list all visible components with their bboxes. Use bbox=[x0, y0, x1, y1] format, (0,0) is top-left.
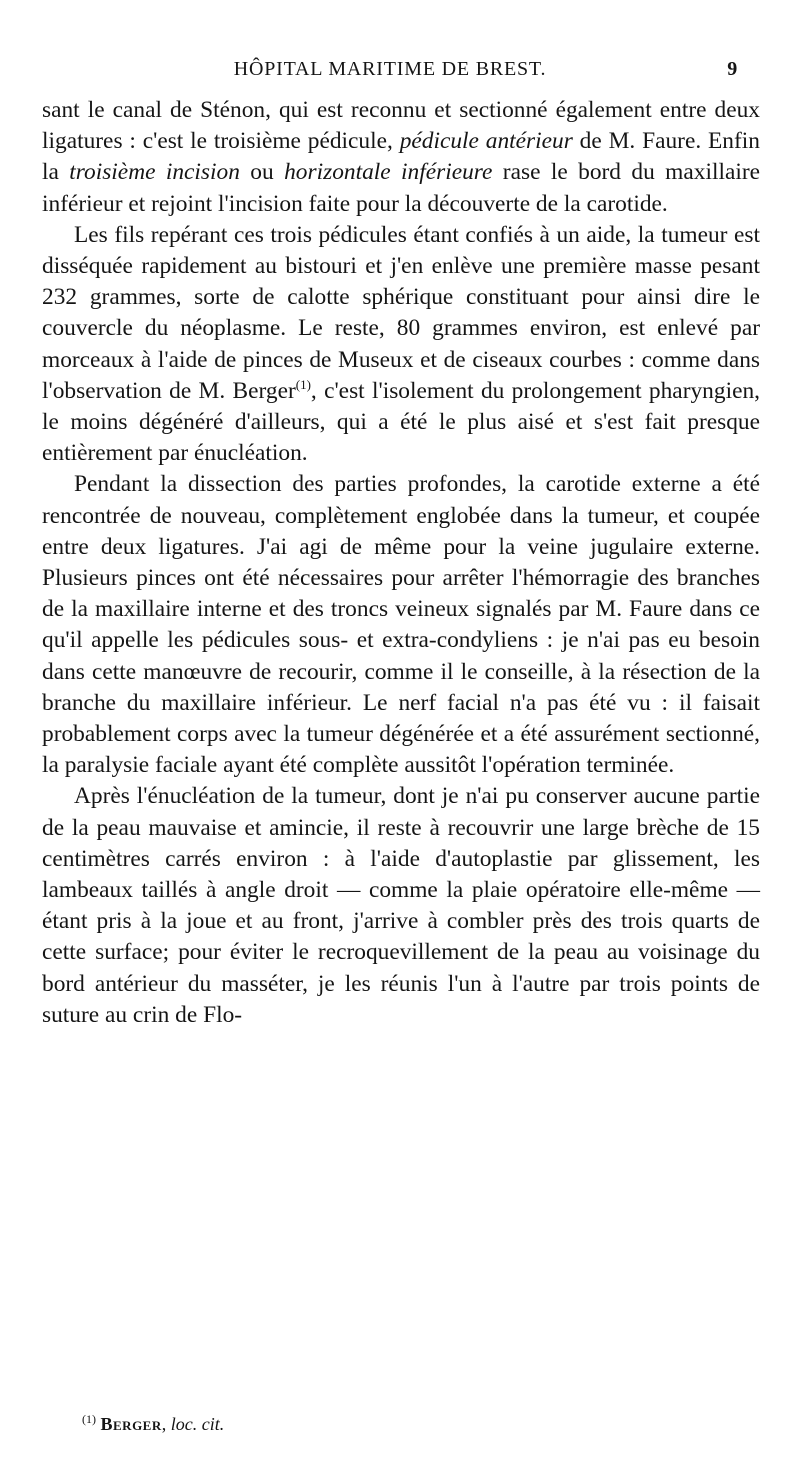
paragraph-1-text-b: de M. Faure. Enfin la bbox=[42, 128, 760, 186]
paragraph-1-text-a: sant le canal de Sténon, qui est reconnu et sectionné également entre deux ligatures : c'est le troisième pédicule, bbox=[42, 97, 760, 155]
footnote-reference-text: loc. cit. bbox=[170, 1414, 225, 1434]
page-number: 9 bbox=[727, 58, 738, 80]
paragraph-1 bbox=[42, 95, 760, 220]
paragraph-1-text-c: ou bbox=[239, 159, 285, 186]
running-head bbox=[42, 58, 738, 88]
paragraph-4: Après l'énucléation de la tumeur, dont je n'ai pu conserver aucune partie de la peau mauvaise et amincie, il reste à recouvrir une large brèche de 15 centimètres carrés environ : à l'aide d'autoplastie par glissement, les lambeaux taillés à angle droit — comme la plaie opératoire elle-même — étant pris à la joue et au front, j'arrive à combler près des trois quarts de cette surface; pour éviter le recroquevillement de la peau au voisinage du bord antérieur du masséter, je les réunis l'un à l'autre par trois points de suture au crin de Flo- bbox=[42, 783, 760, 1028]
paragraph-3: Pendant la dissection des parties profondes, la carotide externe a été rencontrée de nouveau, complètement englobée dans la tumeur, et coupée entre deux ligatures. J'ai agi de même pour la veine jugulaire externe. Plusieurs pinces ont été nécessaires pour arrêter l'hémorragie des branches de la maxillaire interne et des troncs veineux signalés par M. Faure dans ce qu'il appelle les pédicules sous- et extra-condyliens : je n'ai pas eu besoin dans cette manœuvre de recourir, comme il le conseille, à la résection de la branche du maxillaire inférieur. Le nerf facial n'a pas été vu : il faisait probablement corps avec la tumeur dégénérée et a été assurément sectionné, la paralysie faciale ayant été complète aussitôt l'opération terminée. bbox=[42, 471, 760, 779]
footnote-separator: , bbox=[161, 1414, 171, 1434]
footnote-author: Berger bbox=[100, 1414, 162, 1434]
running-title: HÔPITAL MARITIME DE BREST. bbox=[233, 58, 547, 80]
paragraph-2 bbox=[42, 220, 760, 470]
paragraph-1-text-d: rase le bord du maxillaire inférieur et rejoint l'incision faite pour la découverte de la carotide. bbox=[42, 159, 760, 217]
paragraph-1-italic-c: horizontale inférieure bbox=[284, 159, 493, 186]
paragraph-1-italic-b: troisième incision bbox=[69, 159, 240, 186]
footnote-marker: (1) bbox=[82, 1412, 96, 1426]
paragraph-2-text-b: , c'est l'isolement du prolongement pharyngien, le moins dégénéré d'ailleurs, qui a été le plus aisé et s'est fait presque entièrement par énucléation. bbox=[42, 377, 760, 467]
paragraph-2-text-a: Les fils repérant ces trois pédicules étant confiés à un aide, la tumeur est disséquée rapidement au bistouri et j'en enlève une première masse pesant 232 grammes, sorte de calotte sphérique constituant pour ainsi dire le couvercle du néoplasme. Le reste, 80 grammes environ, est enlevé par morceaux à l'aide de pinces de Museux et de ciseaux courbes : comme dans l'observation de M. Berger bbox=[42, 221, 760, 404]
footnote bbox=[82, 1414, 224, 1435]
footnote-reference[interactable]: (1) bbox=[295, 376, 311, 392]
paragraph-1-italic-a: pédicule antérieur bbox=[399, 128, 573, 155]
body-text bbox=[42, 95, 760, 1031]
